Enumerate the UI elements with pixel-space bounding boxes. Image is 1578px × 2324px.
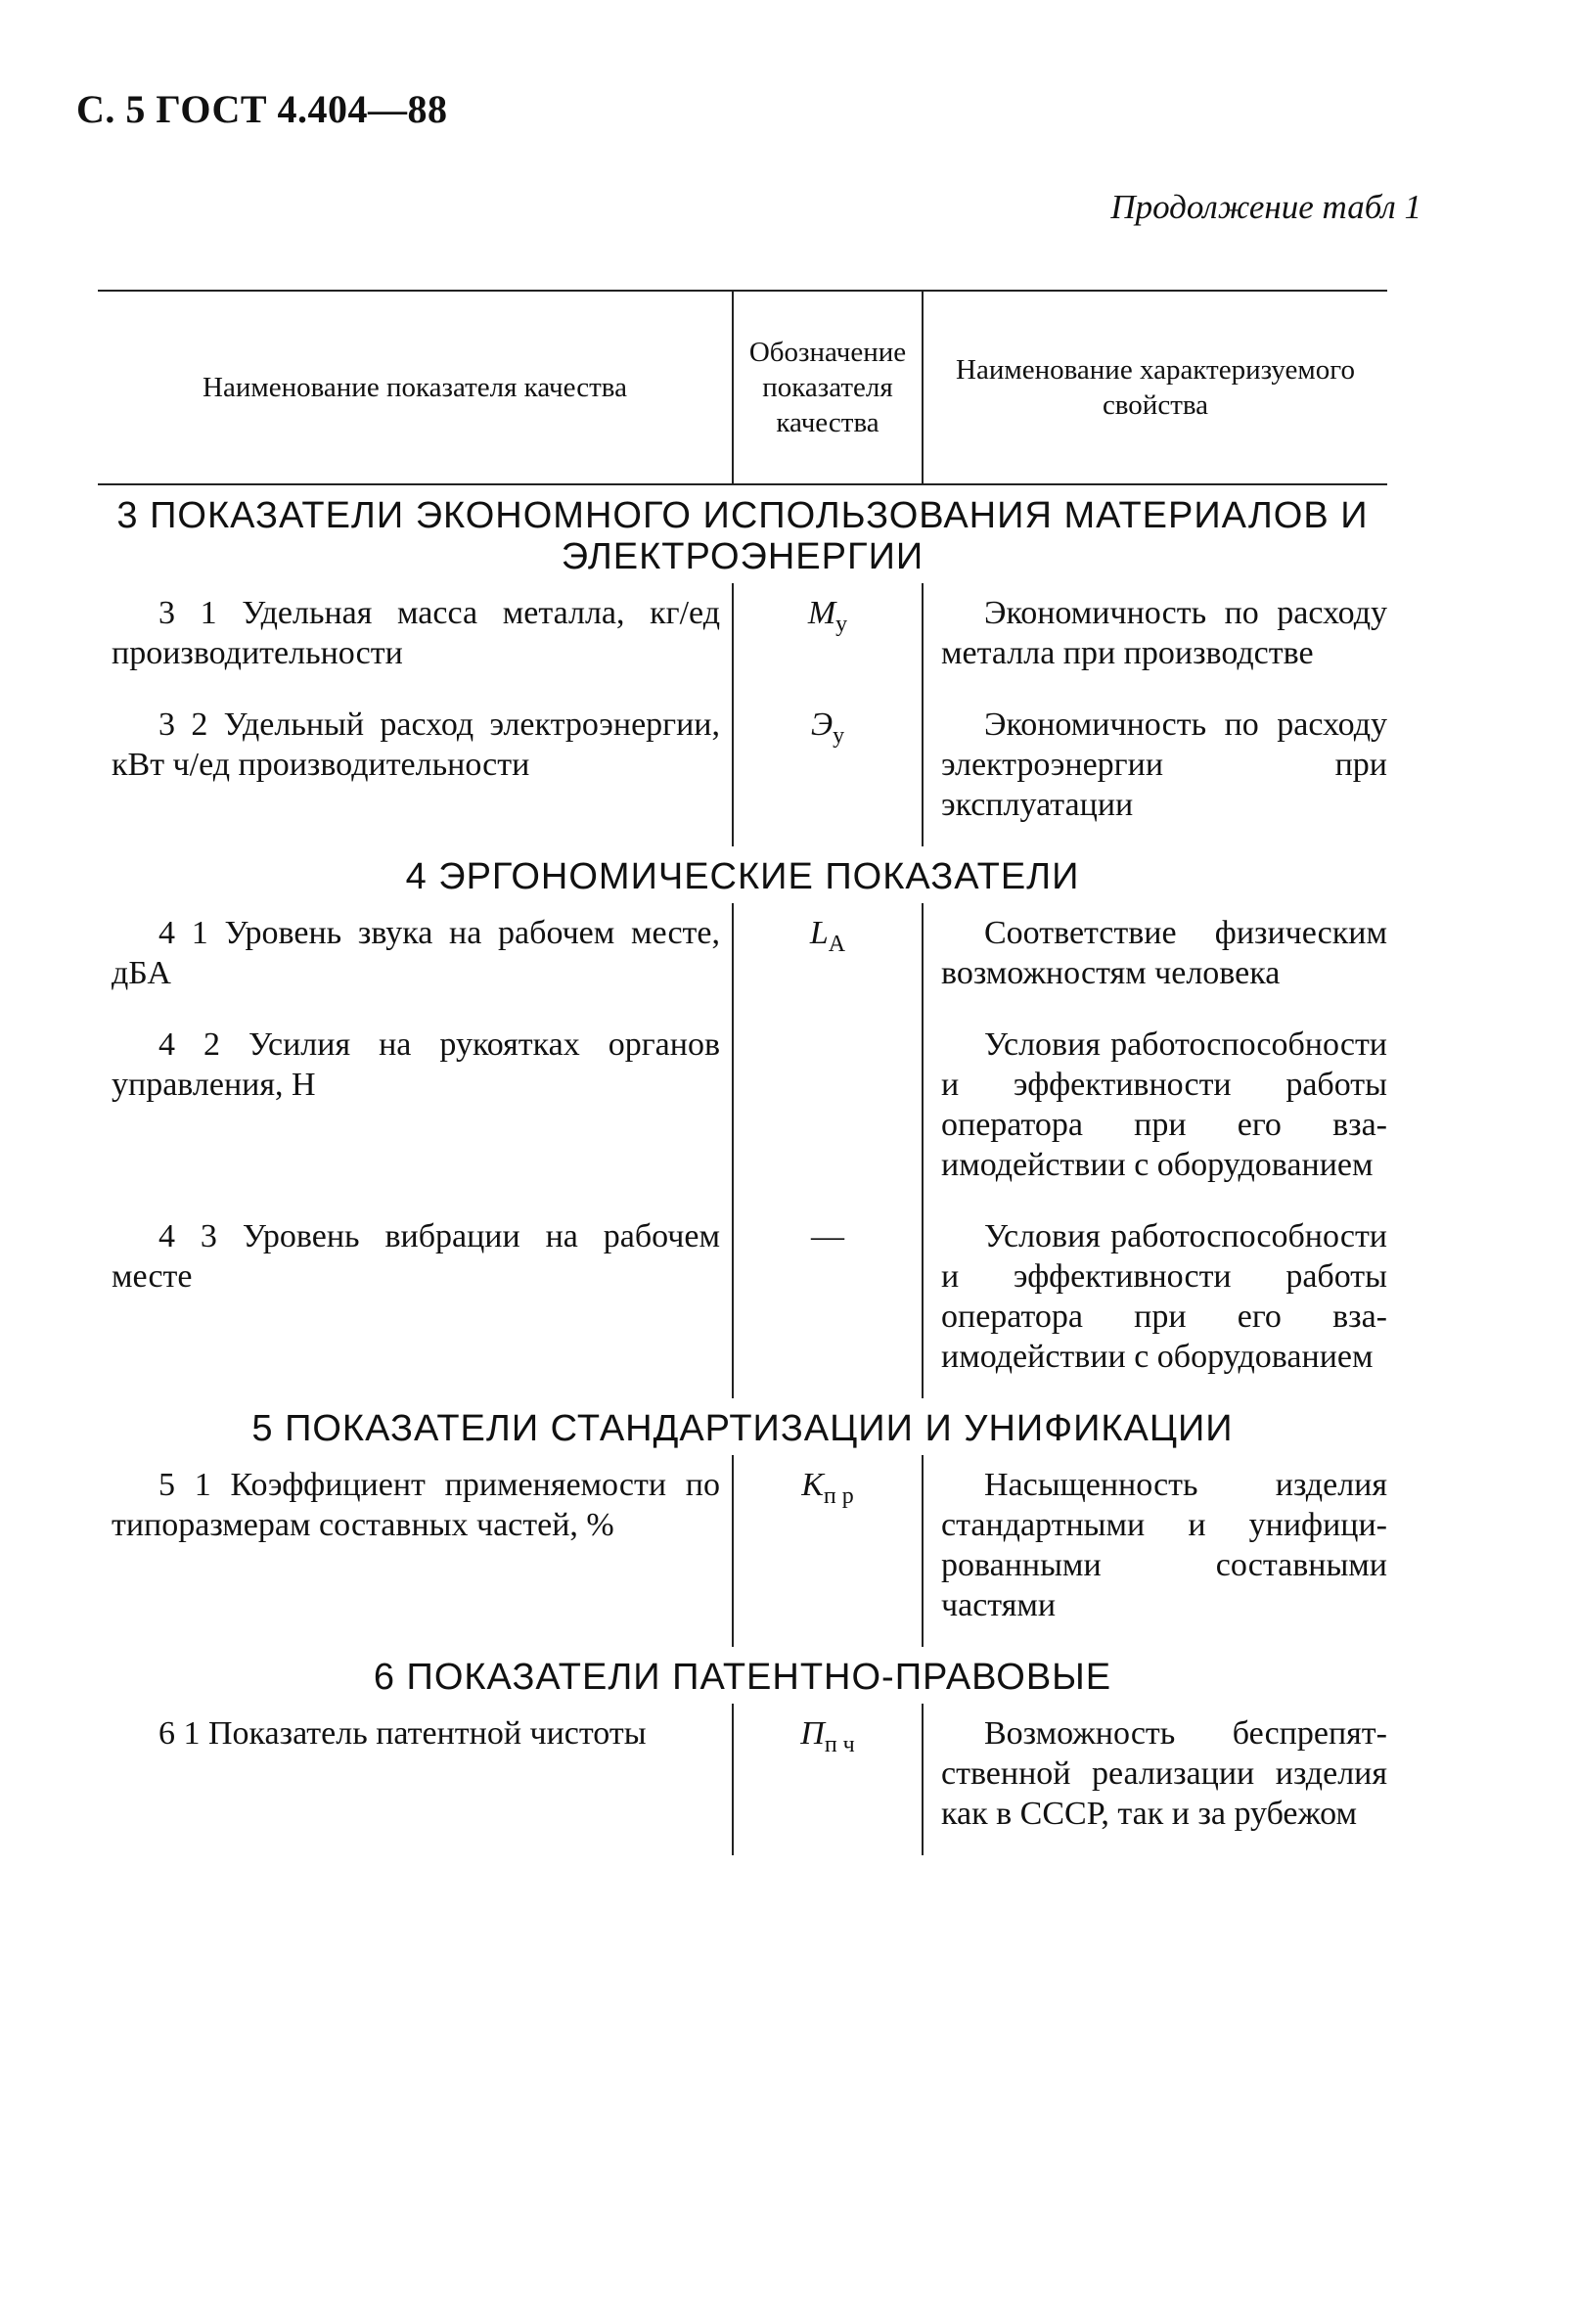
indicator-symbol (732, 1015, 924, 1207)
table-row (98, 695, 1387, 846)
quality-indicators-table (98, 290, 1387, 1855)
characterized-property: Возможность беспрепятственной реализации изделия как в СССР, так и за рубежом (941, 1715, 1387, 1832)
characterized-property: Соответствие физическим возможностям человека (941, 915, 1387, 991)
page-header: С. 5 ГОСТ 4.404—88 (76, 87, 448, 131)
indicator-symbol: $M_у$ (732, 583, 924, 695)
indicator-name: 4 3 Уровень вибрации на рабочем месте (112, 1218, 720, 1295)
indicator-symbol: $L_A$ (732, 903, 924, 1015)
column-header-indicator-name: Наименование показателя качества (203, 372, 627, 403)
indicator-symbol: $K_{п р}$ (732, 1455, 924, 1647)
indicator-name: 4 2 Усилия на рукоятках органов управления, Н (112, 1026, 720, 1103)
section-title: 4 ЭРГОНОМИЧЕСКИЕ ПОКАЗАТЕЛИ (405, 856, 1080, 897)
indicator-name: 3 1 Удельная масса металла, кг/ед производительности (112, 595, 720, 671)
indicator-name: 5 1 Коэффициент применяемости по типоразмерам составных частей, % (112, 1467, 720, 1543)
table-header (98, 290, 1387, 485)
table-row (98, 903, 1387, 1015)
indicator-name: 4 1 Уровень звука на рабочем месте, дБА (112, 915, 720, 991)
table-row (98, 1704, 1387, 1855)
characterized-property: Условия работоспособности и эффективности работы оператора при его взаимодействии с оборудованием (941, 1218, 1387, 1375)
column-header-symbol: Обозначение показателя качества (732, 290, 924, 485)
table-row (98, 1207, 1387, 1398)
table-continuation-note: Продолжение табл 1 (1110, 188, 1421, 226)
section-title: 6 ПОКАЗАТЕЛИ ПАТЕНТНО-ПРАВОВЫЕ (373, 1657, 1112, 1698)
section-title: 5 ПОКАЗАТЕЛИ СТАНДАРТИЗАЦИИ И УНИФИКАЦИИ (251, 1408, 1234, 1449)
table-row (98, 583, 1387, 695)
characterized-property: Условия работоспособности и эффективности работы оператора при его взаимодействии с оборудованием (941, 1026, 1387, 1183)
indicator-symbol: $П_{п ч}$ (732, 1704, 924, 1855)
indicator-name: 3 2 Удельный расход электроэнергии, кВт ч/ед производительности (112, 706, 720, 783)
characterized-property: Экономичность по расходу электроэнергии при эксплуатации (941, 706, 1387, 823)
indicator-symbol: $Э_у$ (732, 695, 924, 846)
characterized-property: Экономичность по расходу металла при производстве (941, 595, 1387, 671)
indicator-name: 6 1 Показатель патентной чистоты (158, 1715, 647, 1752)
table-row (98, 1015, 1387, 1207)
section-title: 3 ПОКАЗАТЕЛИ ЭКОНОМНОГО ИСПОЛЬЗОВАНИЯ МАТЕРИАЛОВ И ЭЛЕКТРОЭНЕРГИИ (116, 495, 1369, 577)
indicator-symbol: — (732, 1207, 924, 1398)
column-header-property: Наименование характеризуемого свойства (956, 354, 1355, 421)
table-row (98, 1455, 1387, 1647)
characterized-property: Насыщенность изделия стандартными и унифицированными составными частями (941, 1467, 1387, 1623)
